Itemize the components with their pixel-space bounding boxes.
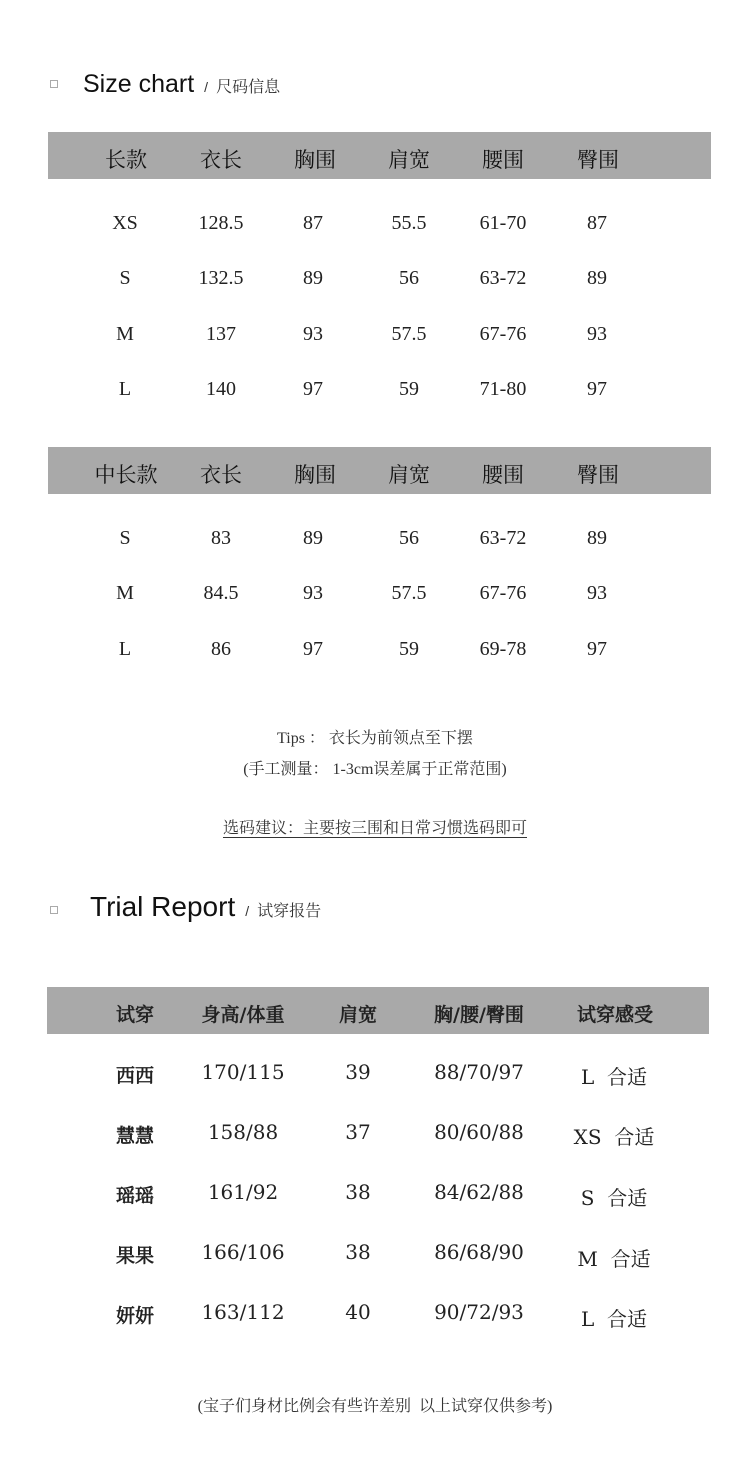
- tester-name: 瑶瑶: [115, 1185, 155, 1207]
- table-cell: 97: [587, 638, 607, 660]
- column-header: 中长款: [94, 463, 158, 487]
- column-header: 腰围: [482, 463, 524, 487]
- table-cell: 40: [345, 1300, 371, 1324]
- square-bullet-icon: [50, 906, 58, 914]
- table-cell: 97: [587, 378, 607, 400]
- size-advice-text: 选码建议：主要按三围和日常习惯选码即可: [222, 820, 527, 837]
- table-cell: 59: [399, 638, 419, 660]
- table-cell: 87: [303, 212, 323, 234]
- table-cell: 86: [211, 638, 231, 660]
- column-header: 胸/腰/臀围: [434, 1004, 524, 1026]
- table-cell: L: [118, 378, 132, 400]
- measure-note: (手工测量： 1-3cm误差属于正常范围): [243, 761, 507, 778]
- tester-name: 西西: [115, 1065, 155, 1087]
- table-cell: 87: [587, 212, 607, 234]
- table-cell: XS: [112, 212, 138, 234]
- column-header: 肩宽: [388, 148, 430, 172]
- tester-name: 果果: [115, 1245, 155, 1267]
- column-header: 长款: [105, 148, 147, 172]
- table-cell: 63-72: [479, 527, 527, 549]
- table-cell: 97: [303, 378, 323, 400]
- table-cell: 89: [587, 527, 607, 549]
- table-cell: 93: [303, 582, 323, 604]
- table-cell: 59: [399, 378, 419, 400]
- tester-name: 慧慧: [115, 1125, 155, 1147]
- table-cell: 37: [345, 1120, 371, 1144]
- table-cell: 67-76: [479, 323, 527, 345]
- table-cell: 57.5: [391, 323, 427, 345]
- table-cell: 86/68/90: [434, 1240, 524, 1264]
- column-header: 肩宽: [388, 463, 430, 487]
- table-cell: 137: [206, 323, 236, 345]
- table-cell: 93: [587, 323, 607, 345]
- table-cell: M 合适: [577, 1247, 651, 1271]
- table-cell: 57.5: [391, 582, 427, 604]
- column-header: 肩宽: [338, 1004, 378, 1026]
- table-cell: 170/115: [201, 1060, 285, 1084]
- table-cell: S 合适: [580, 1186, 648, 1210]
- table-cell: 93: [587, 582, 607, 604]
- table-cell: 56: [399, 527, 419, 549]
- table-cell: 89: [303, 527, 323, 549]
- table-cell: 128.5: [198, 212, 244, 234]
- table-cell: 89: [587, 267, 607, 289]
- column-header: 身高/体重: [201, 1004, 285, 1026]
- table-cell: 84/62/88: [434, 1180, 524, 1204]
- table-cell: 90/72/93: [434, 1300, 524, 1324]
- table-cell: 38: [345, 1180, 371, 1204]
- table-cell: M: [116, 323, 134, 345]
- table-cell: M: [116, 582, 134, 604]
- table-cell: 38: [345, 1240, 371, 1264]
- table-cell: 83: [211, 527, 231, 549]
- table-cell: 140: [206, 378, 236, 400]
- size-chart-title: [83, 70, 280, 99]
- table-cell: 67-76: [479, 582, 527, 604]
- table-cell: 39: [345, 1060, 371, 1084]
- column-header: 衣长: [200, 148, 242, 172]
- trial-report-subtitle: 试穿报告: [257, 901, 322, 920]
- table-cell: 88/70/97: [434, 1060, 524, 1084]
- table-cell: 71-80: [479, 378, 527, 400]
- table-cell: 69-78: [479, 638, 527, 660]
- table-cell: 56: [399, 267, 419, 289]
- column-header: 试穿感受: [576, 1004, 654, 1026]
- table-cell: L 合适: [581, 1307, 647, 1331]
- square-bullet-icon: [50, 80, 58, 88]
- size-chart-heading: Size chart: [83, 70, 195, 98]
- table-cell: 163/112: [201, 1300, 285, 1324]
- title-separator: /: [245, 903, 250, 919]
- table-cell: 55.5: [391, 212, 427, 234]
- column-header: 胸围: [294, 148, 336, 172]
- table-cell: 63-72: [479, 267, 527, 289]
- table-cell: 84.5: [203, 582, 239, 604]
- trial-report-heading: Trial Report: [90, 891, 236, 922]
- tester-name: 妍妍: [115, 1305, 155, 1327]
- table-cell: 161/92: [207, 1180, 279, 1204]
- trial-footnote: (宝子们身材比例会有些许差别 以上试穿仅供参考): [197, 1398, 553, 1415]
- table-cell: L 合适: [581, 1065, 647, 1089]
- column-header: 臀围: [577, 463, 619, 487]
- trial-report-title: [90, 891, 321, 923]
- table-cell: 93: [303, 323, 323, 345]
- table-cell: 80/60/88: [434, 1120, 524, 1144]
- table-cell: 132.5: [198, 267, 244, 289]
- column-header: 试穿: [115, 1004, 155, 1026]
- size-chart-subtitle: 尺码信息: [216, 77, 281, 96]
- table-cell: 61-70: [479, 212, 527, 234]
- table-cell: 166/106: [201, 1240, 285, 1264]
- column-header: 胸围: [294, 463, 336, 487]
- tips-note: Tips ： 衣长为前领点至下摆: [277, 730, 473, 747]
- title-separator: /: [204, 79, 209, 95]
- column-header: 腰围: [482, 148, 524, 172]
- table-cell: 97: [303, 638, 323, 660]
- column-header: 衣长: [200, 463, 242, 487]
- table-cell: 89: [303, 267, 323, 289]
- table-cell: XS 合适: [573, 1125, 655, 1149]
- table-cell: S: [119, 267, 131, 289]
- table-cell: L: [118, 638, 132, 660]
- table-cell: S: [119, 527, 131, 549]
- table-cell: 158/88: [207, 1120, 279, 1144]
- column-header: 臀围: [577, 148, 619, 172]
- size-advice: [0, 815, 750, 838]
